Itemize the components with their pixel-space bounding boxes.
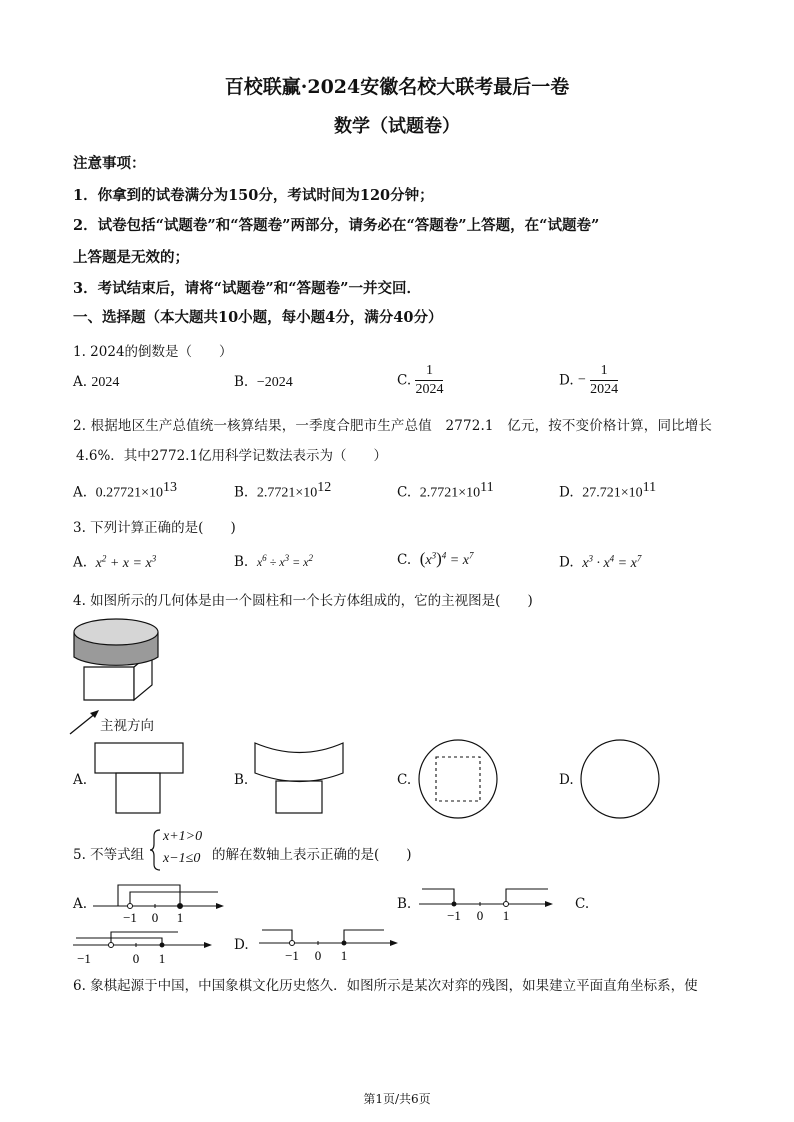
option-label: D. xyxy=(559,372,574,389)
q4-option-b-label: B. xyxy=(234,772,249,788)
q2-stem-line2: 4.6%．其中2772.1亿用科学记数法表示为（ ） xyxy=(76,448,388,464)
q2-stem-line1: 2. 根据地区生产总值统一核算结果，一季度合肥市生产总值 2772.1 亿元，按不变价格计算，同比增长 xyxy=(73,418,713,434)
tick-neg1: −1 xyxy=(123,910,137,925)
exam-subtitle: 数学（试题卷） xyxy=(334,116,460,137)
option-label: C. xyxy=(397,372,412,389)
option-label: A. xyxy=(73,554,88,571)
closed-point xyxy=(342,941,347,946)
option-value: 2.7721×10 xyxy=(256,485,318,501)
q1-option-d xyxy=(559,362,618,399)
section-1-heading: 一、选择题（本大题共10小题，每小题4分，满分40分） xyxy=(73,309,443,326)
option-label: A. xyxy=(73,374,88,390)
arrow-head-icon xyxy=(390,940,398,946)
q5-option-b-number-line xyxy=(414,880,559,925)
q2-option-b xyxy=(234,480,331,502)
exam-title: 百校联赢·2024安徽名校大联考最后一卷 xyxy=(224,76,570,98)
closed-point xyxy=(160,943,165,948)
option-label: C. xyxy=(397,552,412,568)
q3-option-b xyxy=(234,553,313,570)
q1-option-c xyxy=(397,362,443,399)
open-point xyxy=(128,904,133,909)
denominator: 2024 xyxy=(415,382,444,397)
denominator: 2024 xyxy=(590,382,619,397)
option-exponent: 13 xyxy=(163,480,178,495)
q5-option-c-number-line xyxy=(68,925,218,970)
dashed-square xyxy=(436,757,480,801)
fraction xyxy=(590,362,618,399)
minus-sign: − xyxy=(577,372,586,388)
option-label: D. xyxy=(559,554,574,571)
q3-option-c xyxy=(397,549,473,569)
q4-direction-label: 主视方向 xyxy=(100,718,154,734)
q5-option-a-number-line xyxy=(88,880,228,925)
q5-option-b-label: B. xyxy=(397,896,412,912)
closed-point xyxy=(178,904,183,909)
tick-neg1: −1 xyxy=(77,951,91,966)
view-direction-arrow xyxy=(70,713,96,734)
q4-stem: 4. 如图所示的几何体是由一个圆柱和一个长方体组成的，它的主视图是( ) xyxy=(73,593,533,609)
note-item-2-line1: 2．试卷包括“试题卷”和“答题卷”两部分，请务必在“答题卷”上答题，在“试题卷” xyxy=(73,217,600,234)
option-label: A. xyxy=(73,484,88,501)
tick-0: 0 xyxy=(314,948,322,963)
q5-option-d-number-line xyxy=(254,922,404,967)
option-value: 27.721×10 xyxy=(582,485,643,501)
option-label: C. xyxy=(397,484,412,501)
range-bracket-left xyxy=(262,930,292,943)
q5-inequality-1: x+1>0 xyxy=(163,829,203,844)
option-formula: $(x^3)^4 = x^7$ xyxy=(419,549,474,568)
tick-1: 1 xyxy=(158,951,166,966)
numerator: 1 xyxy=(415,362,443,381)
tick-1: 1 xyxy=(340,948,348,963)
q4-option-d-figure xyxy=(578,737,662,821)
option-exponent: 12 xyxy=(317,480,332,495)
range-bracket-right xyxy=(130,892,218,906)
range-bracket-right xyxy=(344,930,384,943)
q5-stem-suffix: 的解在数轴上表示正确的是( ) xyxy=(212,847,412,863)
option-label: B. xyxy=(234,554,249,570)
range-bracket-left xyxy=(118,885,180,906)
q4-option-c-label: C. xyxy=(397,772,412,788)
bottom-rectangle xyxy=(116,773,160,813)
q2-option-d xyxy=(559,480,656,502)
q5-option-d-label: D. xyxy=(234,937,249,953)
q5-inequality-2: x−1≤0 xyxy=(163,851,201,866)
circle xyxy=(581,740,659,818)
q3-option-a xyxy=(73,553,156,572)
tick-neg1: −1 xyxy=(285,948,299,963)
q6-stem: 6. 象棋起源于中国，中国象棋文化历史悠久．如图所示是某次对弈的残图，如果建立平面直角坐标系，使 xyxy=(73,978,698,994)
range-bracket-right xyxy=(506,889,548,904)
cylinder-top xyxy=(74,619,158,645)
q4-option-c-figure xyxy=(416,737,500,821)
option-formula: $x^6 \div x^3 = x^2$ xyxy=(256,553,313,569)
q1-stem: 1. 2024的倒数是（ ） xyxy=(73,344,233,360)
box-front-face xyxy=(84,667,134,700)
option-formula: $x^2 + x = x^3$ xyxy=(95,553,157,571)
closed-point xyxy=(452,902,457,907)
tick-0: 0 xyxy=(476,908,484,923)
bottom-rectangle xyxy=(276,781,322,813)
option-exponent: 11 xyxy=(480,480,494,495)
tick-1: 1 xyxy=(176,910,184,925)
tick-0: 0 xyxy=(151,910,159,925)
q4-option-a-figure xyxy=(90,740,190,820)
range-bracket-left xyxy=(76,938,162,945)
option-value: 0.27721×10 xyxy=(95,485,164,501)
fraction xyxy=(415,362,443,399)
numerator: 1 xyxy=(590,362,618,381)
q4-option-a-label: A. xyxy=(73,772,88,788)
option-formula: $x^3 \cdot x^4 = x^7$ xyxy=(582,553,642,571)
option-exponent: 11 xyxy=(642,480,657,495)
note-item-3: 3．考试结束后，请将“试题卷”和“答题卷”一并交回． xyxy=(73,280,421,297)
q3-stem: 3. 下列计算正确的是( ) xyxy=(73,520,236,536)
q1-option-a xyxy=(73,374,119,391)
option-label: D. xyxy=(559,484,574,501)
q3-option-d xyxy=(559,553,641,572)
option-label: B. xyxy=(234,374,249,390)
arrow-head-icon xyxy=(204,942,212,948)
open-point xyxy=(504,902,509,907)
open-point xyxy=(109,943,114,948)
option-value: −2024 xyxy=(256,375,293,390)
q1-option-b xyxy=(234,374,293,391)
q5-stem-prefix: 5. 不等式组 xyxy=(73,847,145,863)
note-item-2-line2: 上答题是无效的； xyxy=(73,249,189,266)
q4-option-d-label: D. xyxy=(559,772,574,788)
tick-1: 1 xyxy=(502,908,510,923)
arrow-head-icon xyxy=(545,901,553,907)
note-item-1: 1．你拿到的试卷满分为150分，考试时间为120分钟； xyxy=(73,187,434,204)
q5-option-c-label: C. xyxy=(575,896,590,912)
q2-option-c xyxy=(397,480,494,502)
page-number: 第1页/共6页 xyxy=(363,1092,431,1106)
top-rectangle xyxy=(95,743,183,773)
option-value: 2.7721×10 xyxy=(419,485,481,501)
range-bracket-left xyxy=(422,889,454,904)
curved-top-shape xyxy=(255,743,343,782)
outer-circle xyxy=(419,740,497,818)
open-point xyxy=(290,941,295,946)
option-label: B. xyxy=(234,484,249,501)
option-value: 2024 xyxy=(91,375,120,390)
tick-neg1: −1 xyxy=(447,908,461,923)
q2-option-a xyxy=(73,480,177,502)
q4-option-b-figure xyxy=(250,740,350,820)
q5-option-a-label: A. xyxy=(73,896,88,912)
brace-icon xyxy=(148,828,162,872)
notes-heading: 注意事项： xyxy=(73,155,146,172)
arrow-head-icon xyxy=(216,903,224,909)
tick-0: 0 xyxy=(132,951,140,966)
